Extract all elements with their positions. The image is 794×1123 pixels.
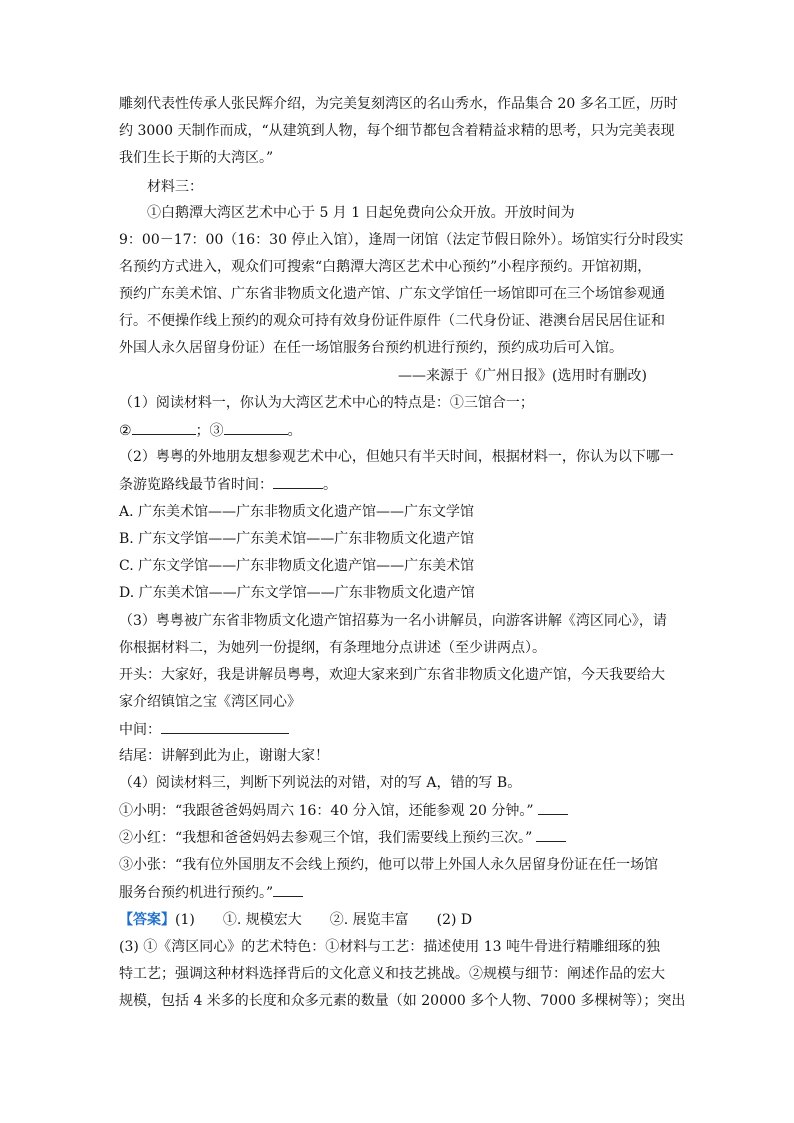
answer-text: (1) ①. 规模宏大 ②. 展览丰富 (2) D [175,912,473,928]
answer-blank-s1[interactable] [538,800,568,815]
answer-blank-3[interactable] [224,420,288,435]
question1-blanks [119,420,302,441]
answer-blank-q2[interactable] [273,474,323,489]
question1-text: （1）阅读材料一，你认为大湾区艺术中心的特点是：①三馆合一； [119,395,534,411]
question4-intro: （4）阅读材料三，判断下列说法的对错，对的写 A，错的写 B。 [119,775,522,791]
question4-statement [119,827,566,848]
material3-line: 外国人永久居留身份证）在任一场馆服务台预约机进行预约，预约成功后可入馆。 [119,340,623,356]
question2-text: （2）粤粤的外地朋友想参观艺术中心，但她只有半天时间，根据材料一，你认为以下哪一 [119,449,674,465]
material3-line: 名预约方式进入，观众们可搜索“白鹅潭大湾区艺术中心预约”小程序预约。开馆初期， [119,259,652,275]
answer-blank-s3[interactable] [273,882,303,897]
question1-sep: ；③ [195,423,224,439]
question3-middle [119,719,289,740]
material3-heading: 材料三： [147,179,203,195]
question2-end: 。 [323,477,337,493]
material2-line: 我们生长于斯的大湾区。” [119,150,274,166]
option-d: D. 广东美术馆——广东文学馆——广东非物质文化遗产馆 [119,585,475,601]
material3-line: 行。不便操作线上预约的观众可持有效身份证件原件（二代身份证、港澳台居民居住证和 [119,313,665,329]
question3-text: 你根据材料二，为她列一份提纲，有条理地分点讲述（至少讲两点）。 [119,640,546,656]
question3-opening: 开头：大家好，我是讲解员粤粤，欢迎大家来到广东省非物质文化遗产馆，今天我要给大 [119,667,665,683]
material3-line: 9：00－17：00（16：30 停止入馆），逢周一闭馆（法定节假日除外）。场馆实行分时段实 [119,232,684,248]
question1-end: 。 [287,423,302,439]
answer-line [119,910,472,930]
answer-line: (3) ①《湾区同心》的艺术特色：①材料与工艺：描述使用 13 吨牛骨进行精雕细琢的独 [119,939,660,955]
answer-blank-2[interactable] [132,420,196,435]
material2-line: 约 3000 天制作而成，“从建筑到人物，每个细节都包含着精益求精的思考，只为完美表现 [119,123,675,139]
statement-1: ①小明：“我跟爸爸妈妈周六 16：40 分入馆，还能参观 20 分钟。” [119,803,534,819]
material3-source: ——来源于《广州日报》(选用时有删改) [398,368,647,384]
answer-line: 规模，包括 4 米多的长度和众多元素的数量（如 20000 多个人物、7000 多棵树等）；突出 [119,993,686,1009]
question4-statement [119,800,568,821]
question4-statement: ③小张：“我有位外国朋友不会线上预约，他可以带上外国人永久居留身份证在任一场馆 [119,857,659,873]
question2-line2: 条游览路线最节省时间： [119,477,273,493]
question3-middle-label: 中间： [119,722,161,738]
answer-blank-middle[interactable] [161,719,289,734]
answer-line: 特工艺；强调这种材料选择背后的文化意义和技艺挑战。②规模与细节：阐述作品的宏大 [119,966,665,982]
question3-opening: 家介绍镇馆之宝《湾区同心》 [119,694,301,710]
option-b: B. 广东文学馆——广东美术馆——广东非物质文化遗产馆 [119,531,475,547]
answer-tag: 【答案】 [119,912,175,928]
material3-line: ①白鹅潭大湾区艺术中心于 5 月 1 日起免费向公众开放。开放时间为 [147,205,575,221]
question3-ending: 结尾：讲解到此为止，谢谢大家！ [119,748,329,764]
statement-2: ②小红：“我想和爸爸妈妈去参观三个馆，我们需要线上预约三次。” [119,830,533,846]
question2-text [119,474,337,495]
question4-statement [119,882,303,903]
option-a: A. 广东美术馆——广东非物质文化遗产馆——广东文学馆 [119,504,475,520]
answer-blank-s2[interactable] [536,827,566,842]
option-c: C. 广东文学馆——广东非物质文化遗产馆——广东美术馆 [119,558,475,574]
question3-text: （3）粤粤被广东省非物质文化遗产馆招募为一名小讲解员，向游客讲解《湾区同心》，请 [119,613,667,629]
statement-3: 服务台预约机进行预约。” [119,885,274,901]
material3-line: 预约广东美术馆、广东省非物质文化遗产馆、广东文学馆任一场馆即可在三个场馆参观通 [119,286,665,302]
question1-mark2: ② [119,423,132,439]
material2-line: 雕刻代表性传承人张民辉介绍，为完美复刻湾区的名山秀水，作品集合 20 多名工匠，历时 [119,96,678,112]
